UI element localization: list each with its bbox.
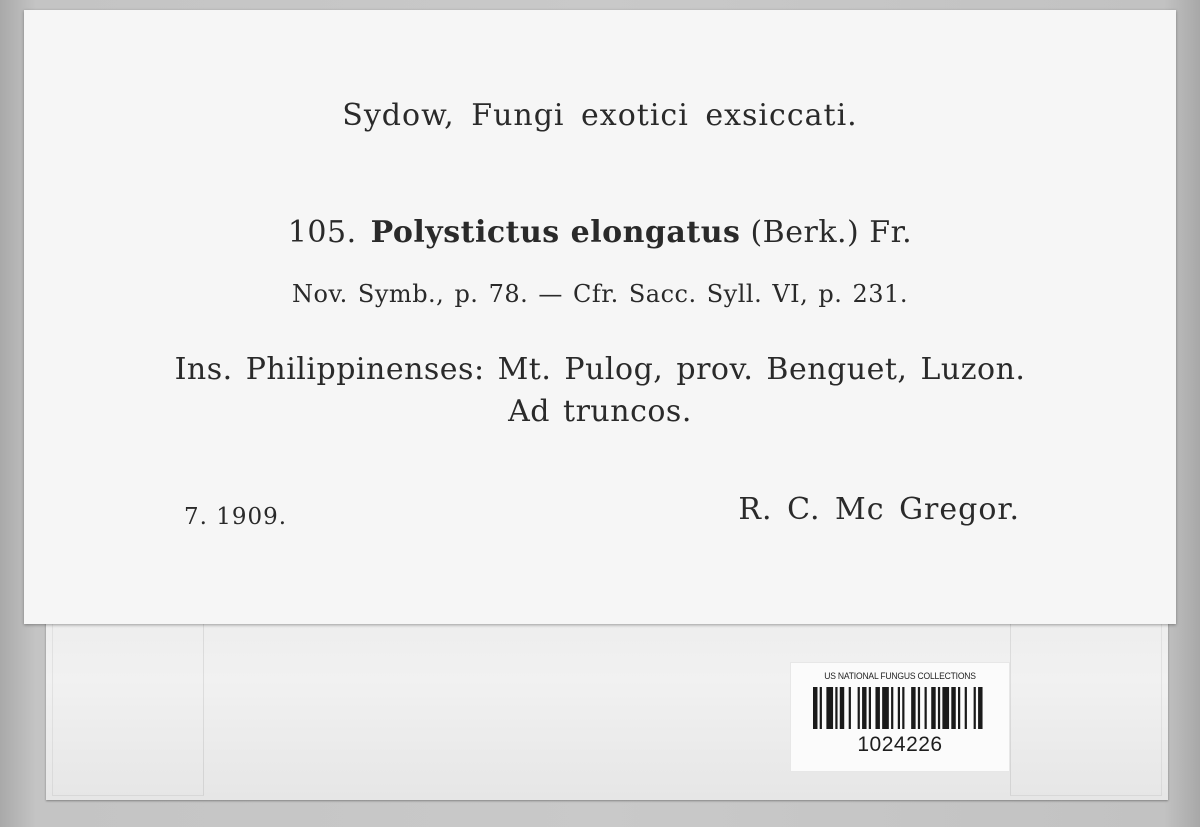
barcode-bar: [951, 687, 955, 729]
barcode-bar: [875, 687, 879, 729]
barcode-bar: [869, 687, 871, 729]
herbarium-label: [24, 10, 1176, 624]
barcode-number: 1024226: [857, 733, 943, 756]
barcode-bar: [820, 687, 822, 729]
collector-name: R. C. Mc Gregor.: [738, 492, 1020, 527]
barcode-bar: [911, 687, 915, 729]
barcode-bar: [858, 687, 860, 729]
barcode-bar: [826, 687, 833, 729]
barcode-bar: [902, 687, 904, 729]
barcode-bar: [974, 687, 976, 729]
locality: Ins. Philippinenses: Mt. Pulog, prov. Benguet, Luzon.: [174, 352, 1026, 387]
collection-date: 7. 1909.: [184, 504, 288, 530]
barcode-bar: [918, 687, 920, 729]
barcode-bar: [835, 687, 837, 729]
species-authority: (Berk.) Fr.: [750, 215, 913, 250]
barcode-icon: [813, 687, 987, 729]
barcode-sticker: [790, 662, 1010, 772]
barcode-bar: [938, 687, 940, 729]
barcode-organization: US NATIONAL FUNGUS COLLECTIONS: [824, 671, 976, 681]
envelope-fold-right: [1010, 620, 1162, 796]
barcode-bar: [931, 687, 935, 729]
literature-reference: Nov. Symb., p. 78. — Cfr. Sacc. Syll. VI, p. 231.: [292, 280, 908, 308]
barcode-bar: [925, 687, 927, 729]
species-line: [24, 215, 1176, 250]
envelope-fold-left: [52, 620, 204, 796]
substrate: Ad truncos.: [508, 394, 692, 429]
barcode-bar: [849, 687, 851, 729]
barcode-bar: [891, 687, 893, 729]
barcode-bar: [965, 687, 967, 729]
barcode-bar: [978, 687, 982, 729]
barcode-bar: [898, 687, 900, 729]
barcode-bar: [840, 687, 844, 729]
barcode-bar: [882, 687, 889, 729]
series-title: Sydow, Fungi exotici exsiccati.: [342, 98, 858, 133]
species-name: Polystictus elongatus: [370, 215, 741, 250]
barcode-bar: [958, 687, 960, 729]
barcode-bar: [862, 687, 866, 729]
barcode-bar: [813, 687, 817, 729]
barcode-bar: [942, 687, 949, 729]
exsiccata-number: 105.: [287, 215, 357, 250]
